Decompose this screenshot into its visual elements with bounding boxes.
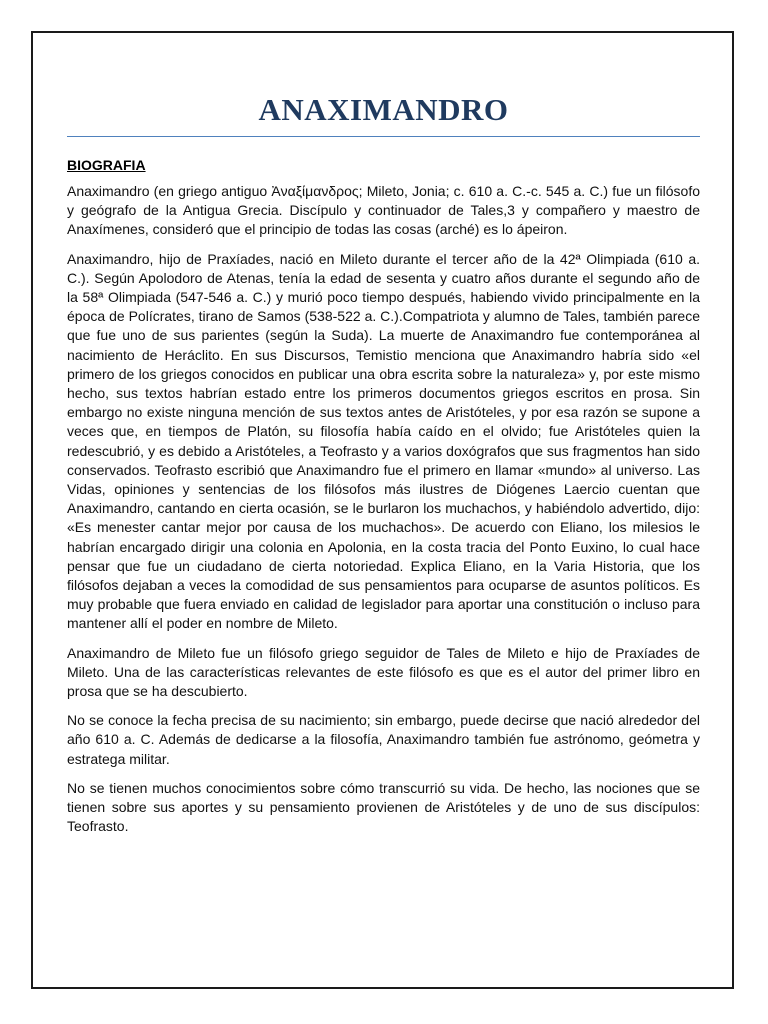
paragraph-3: Anaximandro de Mileto fue un filósofo griego seguidor de Tales de Mileto e hijo de Praxíades de Mileto. Una de las características relevantes de este filósofo es que es el autor del primer libro en prosa que se ha descubierto.: [67, 644, 700, 700]
document-body: [67, 90, 700, 847]
paragraph-1: Anaximandro (en griego antiguo Ἀναξίμανδρος; Mileto, Jonia; c. 610 a. C.-c. 545 a. C.) fue un filósofo y geógrafo de la Antigua Grecia. Discípulo y continuador de Tales,3 y compañero y maestro de Anaxímenes, consideró que el principio de todas las cosas (arché) es lo ápeiron.: [67, 183, 700, 238]
paragraph-5: No se tienen muchos conocimientos sobre cómo transcurrió su vida. De hecho, las nociones que se tienen sobre sus aportes y su pensamiento provienen de Aristóteles y de uno de sus discípulos: Teofrasto.: [67, 779, 700, 835]
paragraph-2: Anaximandro, hijo de Praxíades, nació en Mileto durante el tercer año de la 42ª Olimpiada (610 a. C.). Según Apolodoro de Atenas, tenía la edad de sesenta y cuatro años durante el segundo año de la 58ª Olimpiada (547-546 a. C.) y murió poco tiempo después, habiendo vivido principalmente en la época de Polícrates, tirano de Samos (538-522 a. C.).Compatriota y alumno de Tales, también parece que fue uno de sus parientes (según la Suda). La muerte de Anaximandro fue contemporánea al nacimiento de Heráclito. En sus Discursos, Temistio menciona que Anaximandro habría sido «el primero de los griegos conocidos en publicar una obra escrita sobre la naturaleza» y, por este mismo hecho, sus textos habrían estado entre los primeros documentos griegos escritos en prosa. Sin embargo no existe ninguna mención de sus textos antes de Aristóteles, y por esa razón se supone a veces que, en tiempos de Platón, su filosofía había caído en el olvido; fue Aristóteles quien la redescubrió, y es debido a Aristóteles, a Teofrasto y a varios doxógrafos que sus fragmentos han sido conservados. Teofrasto escribió que Anaximandro fue el primero en llamar «mundo» al universo. Las Vidas, opiniones y sentencias de los filósofos más ilustres de Diógenes Laercio cuentan que Anaximandro, cantando en cierta ocasión, se le burlaron los muchachos, y habiéndolo advertido, dijo: «Es menester cantar mejor por causa de los muchachos». De acuerdo con Eliano, los milesios le habrían encargado dirigir una colonia en Apolonia, en la costa tracia del Ponto Euxino, lo cual hace pensar que fue un ciudadano de cierta notoriedad. Explica Eliano, en la Varia Historia, que los filósofos dejaban a veces la comodidad de sus pensamientos para ocuparse de asuntos políticos. Es muy probable que fuera enviado en calidad de legislador para aportar una constitución o incluso para mantener allí el poder en nombre de Mileto.: [67, 250, 700, 632]
paragraph-4: No se conoce la fecha precisa de su nacimiento; sin embargo, puede decirse que nació alrededor del año 610 a. C. Además de dedicarse a la filosofía, Anaximandro también fue astrónomo, geómetra y estratega militar.: [67, 712, 700, 767]
section-heading: BIOGRAFIA: [67, 157, 146, 173]
document-title: ANAXIMANDRO: [67, 90, 700, 137]
